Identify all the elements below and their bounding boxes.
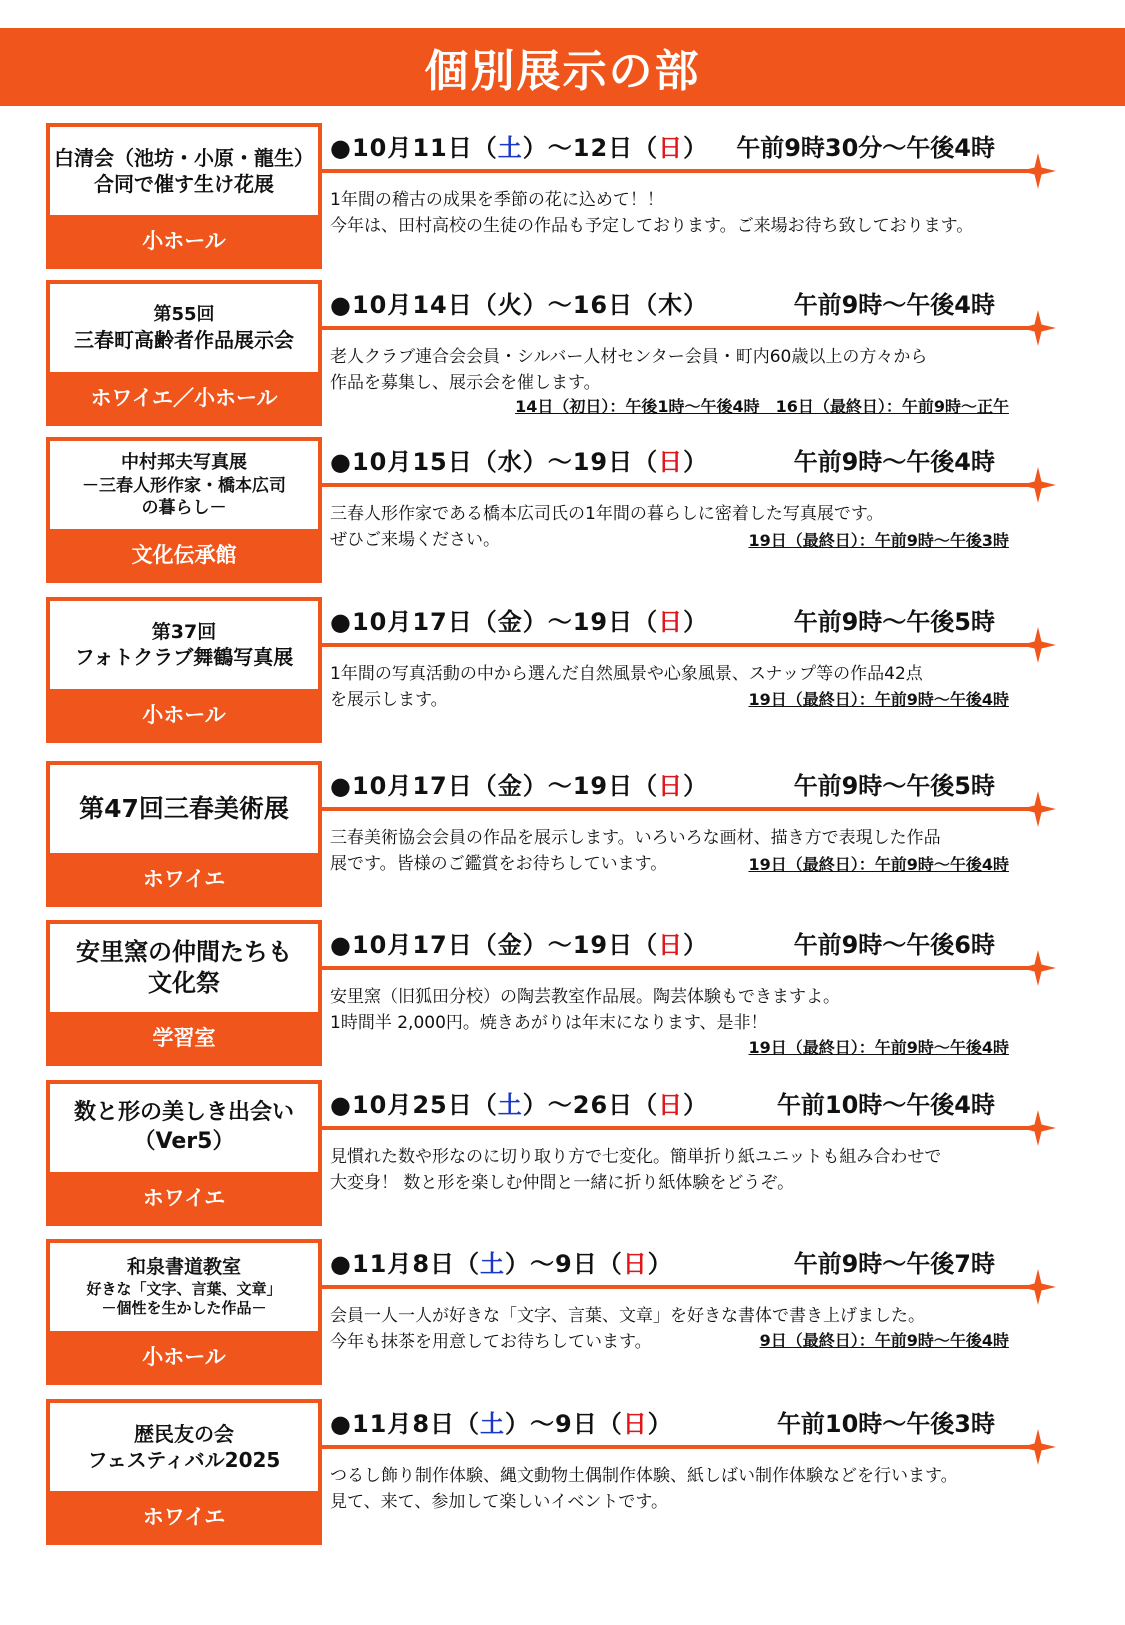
exhibit-name bbox=[50, 1084, 318, 1172]
exhibit-description bbox=[330, 1144, 1070, 1196]
exhibit-name-line: （Ver5） bbox=[133, 1129, 235, 1154]
date-part: ） bbox=[647, 1410, 673, 1438]
divider-line bbox=[322, 966, 1038, 970]
date-part: 日 bbox=[658, 448, 684, 476]
description-line: つるし飾り制作体験、縄文動物土偶制作体験、紙しばい制作体験などを行います。 bbox=[330, 1466, 958, 1486]
schedule-note: 9日（最終日）：午前9時～午後4時 bbox=[759, 1331, 1009, 1350]
exhibit-name bbox=[50, 924, 318, 1012]
exhibit-hours: 午前9時30分～午後4時 bbox=[736, 134, 995, 162]
exhibit-name-line: 中村邦夫写真展 bbox=[121, 452, 247, 474]
exhibit-hours: 午前9時～午後7時 bbox=[793, 1250, 995, 1278]
description-line: 大変身！ 数と形を楽しむ仲間と一緒に折り紙体験をどうぞ。 bbox=[330, 1173, 795, 1193]
venue-label: 文化伝承館 bbox=[50, 529, 318, 579]
date-part: ）～9日（ bbox=[505, 1410, 623, 1438]
exhibit-entry bbox=[46, 1080, 1081, 1228]
description-line: 1年間の稽古の成果を季節の花に込めて！！ bbox=[330, 190, 664, 210]
exhibit-dates bbox=[330, 602, 708, 637]
date-part: ●10月14日（火）～16日（木） bbox=[330, 291, 709, 319]
description-line: 作品を募集し、展示会を催します。 bbox=[330, 373, 601, 393]
venue-label: ホワイエ／小ホール bbox=[50, 372, 318, 422]
venue-label: ホワイエ bbox=[50, 1491, 318, 1541]
exhibit-entry bbox=[46, 1399, 1081, 1547]
exhibit-entry bbox=[46, 761, 1081, 909]
exhibit-hours: 午前9時～午後6時 bbox=[793, 931, 995, 959]
exhibit-dates bbox=[330, 1404, 673, 1439]
description-line: 三春美術協会会員の作品を展示します。いろいろな画材、描き方で表現した作品 bbox=[330, 828, 941, 848]
description-line: 安里窯（旧狐田分校）の陶芸教室作品展。陶芸体験もできますよ。 bbox=[330, 987, 840, 1007]
description-line: 展です。皆様のご鑑賞をお待ちしています。 bbox=[330, 854, 668, 874]
exhibit-dates bbox=[330, 1085, 708, 1120]
exhibit-name bbox=[50, 765, 318, 853]
date-part: ●11月8日（ bbox=[330, 1410, 481, 1438]
exhibit-name bbox=[50, 284, 318, 372]
exhibit-name-line: 第55回 bbox=[153, 304, 215, 326]
page-header bbox=[0, 28, 1125, 106]
exhibit-entry bbox=[46, 437, 1081, 585]
exhibit-dates bbox=[330, 285, 708, 320]
sparkle-icon bbox=[1020, 627, 1056, 663]
exhibit-dates bbox=[330, 925, 708, 960]
exhibit-hours: 午前9時～午後5時 bbox=[793, 772, 995, 800]
sparkle-icon bbox=[1020, 1269, 1056, 1305]
date-part: 土 bbox=[480, 1250, 506, 1278]
divider-line bbox=[322, 643, 1038, 647]
date-part: 土 bbox=[497, 1091, 523, 1119]
exhibit-name bbox=[50, 441, 318, 529]
exhibit-name-line: 白清会（池坊・小原・龍生） bbox=[54, 146, 314, 170]
schedule-note: 19日（最終日）：午前9時～午後4時 bbox=[748, 855, 1009, 874]
exhibit-name bbox=[50, 601, 318, 689]
exhibit-description bbox=[330, 344, 1070, 396]
sparkle-icon bbox=[1020, 791, 1056, 827]
venue-label: 小ホール bbox=[50, 1331, 318, 1381]
description-line: ぜひご来場ください。 bbox=[330, 530, 500, 550]
schedule-note: 14日（初日）：午後1時～午後4時 16日（最終日）：午前9時～正午 bbox=[515, 397, 1009, 416]
sparkle-icon bbox=[1020, 467, 1056, 503]
divider-line bbox=[322, 1445, 1038, 1449]
exhibit-hours: 午前9時～午後4時 bbox=[793, 291, 995, 319]
venue-label: ホワイエ bbox=[50, 853, 318, 903]
date-part: ●10月17日（金）～19日（ bbox=[330, 608, 659, 636]
date-part: ●10月17日（金）～19日（ bbox=[330, 772, 659, 800]
date-part: ●10月15日（水）～19日（ bbox=[330, 448, 659, 476]
date-part: ） bbox=[683, 1091, 709, 1119]
venue-label: 学習室 bbox=[50, 1012, 318, 1062]
exhibit-label bbox=[46, 920, 322, 1066]
exhibit-label bbox=[46, 597, 322, 743]
exhibit-name-line: 数と形の美しき出会い bbox=[73, 1100, 294, 1126]
date-part: 日 bbox=[658, 772, 684, 800]
exhibit-name-line: 合同で催す生け花展 bbox=[94, 172, 274, 196]
exhibit-name bbox=[50, 1243, 318, 1331]
description-line: を展示します。 bbox=[330, 690, 448, 710]
description-line: 今年は、田村高校の生徒の作品も予定しております。ご来場お待ち致しております。 bbox=[330, 216, 974, 236]
exhibit-label bbox=[46, 437, 322, 583]
exhibit-hours: 午前9時～午後4時 bbox=[793, 448, 995, 476]
date-part: ●10月17日（金）～19日（ bbox=[330, 931, 659, 959]
date-part: 日 bbox=[658, 608, 684, 636]
exhibit-name-line: 和泉書道教室 bbox=[126, 1256, 241, 1279]
divider-line bbox=[322, 807, 1038, 811]
exhibit-entry bbox=[46, 280, 1081, 428]
exhibit-name-line: フェスティバル2025 bbox=[87, 1448, 281, 1472]
exhibit-dates bbox=[330, 442, 708, 477]
description-line: 会員一人一人が好きな「文字、言葉、文章」を好きな書体で書き上げました。 bbox=[330, 1306, 925, 1326]
sparkle-icon bbox=[1020, 950, 1056, 986]
exhibit-hours: 午前10時～午後3時 bbox=[776, 1410, 995, 1438]
date-part: 日 bbox=[658, 931, 684, 959]
exhibit-name-line: 歴民友の会 bbox=[134, 1422, 234, 1446]
exhibit-name-line: 第37回 bbox=[151, 620, 217, 643]
exhibit-dates bbox=[330, 128, 708, 163]
date-part: ）～9日（ bbox=[505, 1250, 623, 1278]
venue-label: 小ホール bbox=[50, 215, 318, 265]
date-part: ●10月11日（ bbox=[330, 134, 498, 162]
date-part: ） bbox=[683, 134, 709, 162]
exhibit-name-line: －個性を生かした作品－ bbox=[101, 1299, 267, 1318]
schedule-note: 19日（最終日）：午前9時～午後4時 bbox=[748, 1038, 1009, 1057]
date-part: 日 bbox=[622, 1250, 648, 1278]
sparkle-icon bbox=[1020, 153, 1056, 189]
date-part: 日 bbox=[658, 134, 684, 162]
exhibit-name-line: フォトクラブ舞鶴写真展 bbox=[74, 645, 294, 670]
exhibit-label bbox=[46, 1080, 322, 1226]
exhibit-name bbox=[50, 127, 318, 215]
date-part: ） bbox=[683, 608, 709, 636]
exhibit-description bbox=[330, 984, 1070, 1036]
date-part: ） bbox=[647, 1250, 673, 1278]
exhibit-label bbox=[46, 1239, 322, 1385]
exhibit-name-line: 安里窯の仲間たちも bbox=[76, 937, 292, 966]
exhibit-dates bbox=[330, 766, 708, 801]
description-line: 見慣れた数や形なのに切り取り方で七変化。簡単折り紙ユニットも組み合わせで bbox=[330, 1147, 942, 1167]
exhibit-name-line: 好きな「文字、言葉、文章」 bbox=[86, 1279, 282, 1298]
divider-line bbox=[322, 1285, 1038, 1289]
exhibit-entry bbox=[46, 920, 1081, 1068]
date-part: ） bbox=[683, 448, 709, 476]
divider-line bbox=[322, 483, 1038, 487]
schedule-note: 19日（最終日）：午前9時～午後3時 bbox=[748, 531, 1009, 550]
exhibit-dates bbox=[330, 1244, 673, 1279]
date-part: ） bbox=[683, 772, 709, 800]
exhibit-name bbox=[50, 1403, 318, 1491]
exhibit-entry bbox=[46, 123, 1081, 271]
description-line: 見て、来て、参加して楽しいイベントです。 bbox=[330, 1492, 668, 1512]
exhibit-entry bbox=[46, 1239, 1081, 1387]
exhibit-name-line: 第47回三春美術展 bbox=[79, 793, 289, 823]
exhibit-name-line: －三春人形作家・橋本広司 bbox=[82, 475, 286, 496]
exhibit-hours: 午前10時～午後4時 bbox=[776, 1091, 995, 1119]
exhibit-description bbox=[330, 187, 1070, 239]
exhibit-label bbox=[46, 280, 322, 426]
sparkle-icon bbox=[1020, 1429, 1056, 1465]
description-line: 今年も抹茶を用意してお待ちしています。 bbox=[330, 1332, 652, 1352]
date-part: 日 bbox=[658, 1091, 684, 1119]
venue-label: ホワイエ bbox=[50, 1172, 318, 1222]
date-part: ）～26日（ bbox=[522, 1091, 659, 1119]
exhibit-description bbox=[330, 1463, 1070, 1515]
exhibit-entry bbox=[46, 597, 1081, 745]
schedule-note: 19日（最終日）：午前9時～午後4時 bbox=[748, 690, 1009, 709]
date-part: 土 bbox=[497, 134, 523, 162]
date-part: 日 bbox=[622, 1410, 648, 1438]
date-part: ●11月8日（ bbox=[330, 1250, 481, 1278]
divider-line bbox=[322, 1126, 1038, 1130]
exhibit-label bbox=[46, 123, 322, 269]
description-line: 三春人形作家である橋本広司氏の1年間の暮らしに密着した写真展です。 bbox=[330, 504, 884, 524]
date-part: ） bbox=[683, 931, 709, 959]
date-part: ）～12日（ bbox=[522, 134, 659, 162]
description-line: 老人クラブ連合会会員・シルバー人材センター会員・町内60歳以上の方々から bbox=[330, 347, 928, 367]
description-line: 1時間半 2,000円。焼きあがりは年末になります、是非！ bbox=[330, 1013, 768, 1033]
description-line: 1年間の写真活動の中から選んだ自然風景や心象風景、スナップ等の作品42点 bbox=[330, 664, 923, 684]
venue-label: 小ホール bbox=[50, 689, 318, 739]
exhibit-name-line: 三春町高齢者作品展示会 bbox=[74, 327, 294, 352]
sparkle-icon bbox=[1020, 1110, 1056, 1146]
page-title: 個別展示の部 bbox=[424, 46, 701, 97]
divider-line bbox=[322, 169, 1038, 173]
exhibit-name-line: の暮らし－ bbox=[141, 497, 227, 518]
date-part: ●10月25日（ bbox=[330, 1091, 498, 1119]
divider-line bbox=[322, 326, 1038, 330]
exhibit-hours: 午前9時～午後5時 bbox=[793, 608, 995, 636]
date-part: 土 bbox=[480, 1410, 506, 1438]
sparkle-icon bbox=[1020, 310, 1056, 346]
exhibit-name-line: 文化祭 bbox=[148, 969, 220, 997]
exhibit-label bbox=[46, 1399, 322, 1545]
exhibit-label bbox=[46, 761, 322, 907]
